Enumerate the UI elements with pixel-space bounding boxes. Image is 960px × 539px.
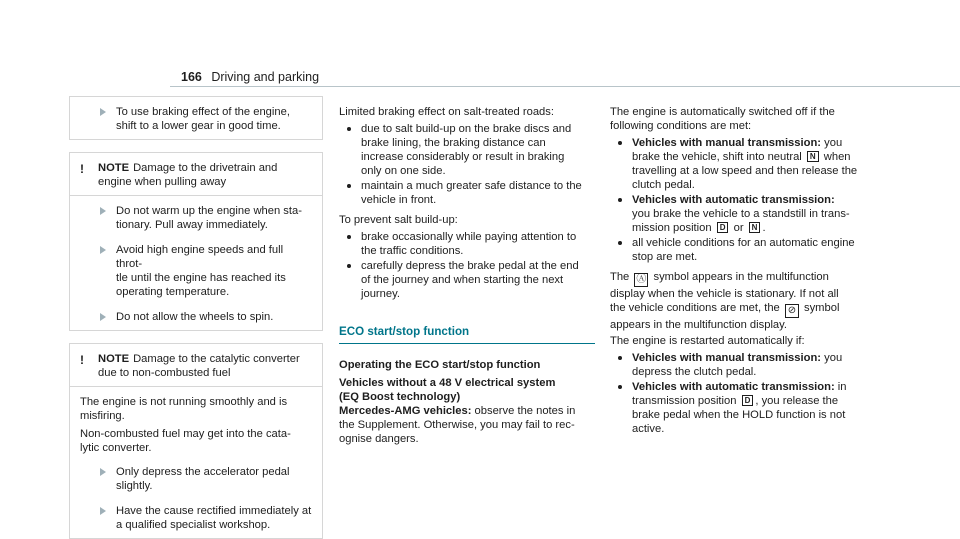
warning-icon: ! xyxy=(80,162,84,176)
instruction-step: Avoid high engine speeds and full throt- tle until the engine has reached its operating temperature. xyxy=(80,243,312,299)
paragraph: The Ⓐ symbol appears in the multifunction display when the vehicle is stationary. If not all the vehicle conditions are met, the ⊘ symbol appears in the multifunction display. xyxy=(610,271,840,331)
list-item: all vehicle conditions for an automatic engine stop are met. xyxy=(610,236,874,264)
page-header xyxy=(181,70,319,84)
note-label: NOTE xyxy=(98,162,130,174)
section-name: Driving and parking xyxy=(211,70,320,84)
note-catalytic xyxy=(69,343,323,539)
subsection-title: Operating the ECO start/stop function xyxy=(339,359,541,371)
paragraph: Mercedes-AMG vehicles: observe the notes in the Supplement. Otherwise, you may fail to rec- ognise dangers. xyxy=(339,405,576,445)
column-left xyxy=(69,96,323,539)
warning-icon: ! xyxy=(80,353,84,367)
column-middle xyxy=(339,96,595,446)
gear-d-icon: D xyxy=(742,395,754,406)
bold-line: Vehicles without a 48 V electrical system xyxy=(339,377,556,389)
arrow-icon xyxy=(100,108,106,116)
section-title: ECO start/stop function xyxy=(339,325,470,338)
header-divider xyxy=(170,86,960,87)
instruction-step: Only depress the accelerator pedal slightly. xyxy=(80,465,312,493)
bullet-icon xyxy=(618,356,622,360)
arrow-icon xyxy=(100,468,106,476)
paragraph: To prevent salt build-up: xyxy=(339,214,458,226)
note-drivetrain xyxy=(69,152,323,331)
section-divider xyxy=(339,343,595,344)
bullet-icon xyxy=(347,235,351,239)
instruction-step: Do not warm up the engine when sta- tionary. Pull away immediately. xyxy=(80,204,312,232)
bullet-list xyxy=(339,122,595,207)
bullet-icon xyxy=(618,141,622,145)
note-body: Non-combusted fuel may get into the cata- lytic converter. xyxy=(80,428,291,454)
list-item: brake occasionally while paying attention to the traffic conditions. xyxy=(339,230,595,258)
note-text: Damage to the catalytic converter due to non-combusted fuel xyxy=(98,353,300,379)
paragraph: Limited braking effect on salt-treated roads: xyxy=(339,106,554,118)
bullet-icon xyxy=(618,198,622,202)
page-number: 166 xyxy=(181,70,202,84)
bullet-list xyxy=(610,351,874,436)
arrow-icon xyxy=(100,313,106,321)
note-text: Damage to the drivetrain and engine when pulling away xyxy=(98,162,278,188)
instruction-step: To use braking effect of the engine, shift to a lower gear in good time. xyxy=(80,105,312,133)
column-right xyxy=(610,96,874,436)
instruction-step: Have the cause rectified immediately at a qualified specialist workshop. xyxy=(80,504,312,532)
bullet-list xyxy=(339,230,595,301)
note-header xyxy=(80,161,312,189)
list-item: Vehicles with automatic transmission: you brake the vehicle to a standstill in trans- mission position D or N . xyxy=(610,193,874,235)
arrow-icon xyxy=(100,246,106,254)
bullet-icon xyxy=(347,127,351,131)
gear-n-icon: N xyxy=(749,222,761,233)
arrow-icon xyxy=(100,207,106,215)
tip-box xyxy=(69,96,323,140)
bullet-icon xyxy=(347,184,351,188)
bullet-list xyxy=(610,136,874,264)
eco-start-stop-icon: Ⓐ xyxy=(636,274,647,285)
eco-start-stop-off-icon: ⊘ xyxy=(785,304,799,318)
list-item: maintain a much greater safe distance to the vehicle in front. xyxy=(339,179,595,207)
note-label: NOTE xyxy=(98,353,130,365)
list-item: carefully depress the brake pedal at the end of the journey and when starting the next journey. xyxy=(339,259,595,301)
list-item: Vehicles with manual transmission: you brake the vehicle, shift into neutral N when travelling at a low speed and then release the clutch pedal. xyxy=(610,136,874,192)
gear-d-icon: D xyxy=(717,222,729,233)
bullet-icon xyxy=(618,241,622,245)
bold-line: (EQ Boost technology) xyxy=(339,391,461,403)
list-item: Vehicles with automatic transmission: in transmission position D , you release the brake pedal when the HOLD function is not active. xyxy=(610,380,874,436)
list-item: Vehicles with manual transmission: you depress the clutch pedal. xyxy=(610,351,874,379)
list-item: due to salt build-up on the brake discs and brake lining, the braking distance can increase considerably or result in braking only on one side. xyxy=(339,122,595,178)
instruction-step: Do not allow the wheels to spin. xyxy=(80,310,312,324)
paragraph: The engine is restarted automatically if: xyxy=(610,335,805,347)
note-body: The engine is not running smoothly and is misfiring. xyxy=(80,396,288,422)
paragraph: The engine is automatically switched off if the following conditions are met: xyxy=(610,106,835,132)
arrow-icon xyxy=(100,507,106,515)
bullet-icon xyxy=(347,264,351,268)
bullet-icon xyxy=(618,385,622,389)
note-header xyxy=(80,352,312,380)
gear-n-icon: N xyxy=(807,151,819,162)
